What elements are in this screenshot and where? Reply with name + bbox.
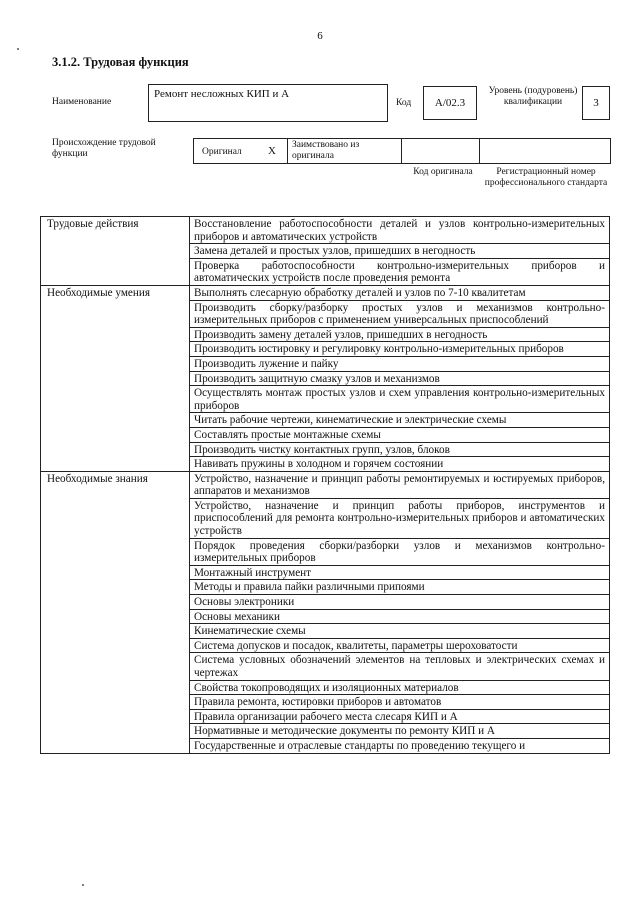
- code-value-box: [423, 86, 477, 120]
- category-cell: [41, 442, 190, 457]
- origin-row: [193, 138, 611, 164]
- table-row: [41, 342, 610, 357]
- labor-function-table: [40, 216, 610, 754]
- item-cell: Производить лужение и пайку: [190, 356, 610, 371]
- item-cell: Проверка работоспособности контрольно-измерительных приборов и автоматических устройств после проведения ремонта: [190, 258, 610, 285]
- table-row: [41, 565, 610, 580]
- section-title: 3.1.2. Трудовая функция: [52, 55, 189, 69]
- item-cell: Производить сборку/разборку простых узлов и механизмов контрольно-измерительных приборов с применением универсальных приспособлений: [190, 300, 610, 327]
- category-cell: [41, 595, 190, 610]
- item-cell: Выполнять слесарную обработку деталей и узлов по 7-10 квалитетам: [190, 285, 610, 300]
- category-cell: [41, 498, 190, 538]
- item-cell: Правила ремонта, юстировки приборов и автоматов: [190, 695, 610, 710]
- table-row: [41, 427, 610, 442]
- borrowed-label: Заимствовано из оригинала: [292, 140, 360, 161]
- origin-divider-3: [479, 139, 480, 163]
- item-cell: Монтажный инструмент: [190, 565, 610, 580]
- table-row: [41, 738, 610, 753]
- scan-speck: [17, 48, 19, 50]
- item-cell: Производить замену деталей узлов, пришедших в негодность: [190, 327, 610, 342]
- category-cell: [41, 371, 190, 386]
- category-cell: [41, 413, 190, 428]
- item-cell: Производить защитную смазку узлов и механизмов: [190, 371, 610, 386]
- table-row: [41, 258, 610, 285]
- table-row: [41, 356, 610, 371]
- table-body: [41, 217, 610, 754]
- table-row: [41, 709, 610, 724]
- item-cell: Кинематические схемы: [190, 624, 610, 639]
- table-row: [41, 638, 610, 653]
- table-row: [41, 680, 610, 695]
- category-cell: [41, 427, 190, 442]
- origin-divider-1: [287, 139, 288, 163]
- category-cell: [41, 624, 190, 639]
- category-cell: [41, 653, 190, 680]
- name-label: Наименование: [52, 97, 112, 107]
- table-row: [41, 695, 610, 710]
- item-cell: Система условных обозначений элементов на тепловых и электрических схемах и чертежах: [190, 653, 610, 680]
- item-cell: Система допусков и посадок, квалитеты, параметры шероховатости: [190, 638, 610, 653]
- item-cell: Нормативные и методические документы по ремонту КИП и А: [190, 724, 610, 739]
- category-cell: [41, 709, 190, 724]
- name-value-box: [148, 84, 388, 122]
- category-cell: [41, 738, 190, 753]
- table-row: [41, 217, 610, 244]
- category-cell: [41, 638, 190, 653]
- table-row: [41, 624, 610, 639]
- table-row: [41, 595, 610, 610]
- table-row: [41, 580, 610, 595]
- item-cell: Устройство, назначение и принцип работы ремонтируемых и юстируемых приборов, аппаратов и механизмов: [190, 471, 610, 498]
- category-cell: [41, 580, 190, 595]
- item-cell: Производить юстировку и регулировку контрольно-измерительных приборов: [190, 342, 610, 357]
- name-value: Ремонт несложных КИП и А: [154, 88, 290, 100]
- category-cell: [41, 609, 190, 624]
- item-cell: Замена деталей и простых узлов, пришедших в негодность: [190, 244, 610, 259]
- code-label: Код: [396, 98, 412, 108]
- category-cell: [41, 327, 190, 342]
- table-row: [41, 457, 610, 472]
- category-cell: [41, 244, 190, 259]
- category-cell: [41, 386, 190, 413]
- table-row: [41, 538, 610, 565]
- item-cell: Составлять простые монтажные схемы: [190, 427, 610, 442]
- item-cell: Методы и правила пайки различными припоями: [190, 580, 610, 595]
- scan-speck: [82, 884, 84, 886]
- item-cell: Устройство, назначение и принцип работы приборов, инструментов и приспособлений для ремонта контрольно-измерительных приборов и автоматических устройств: [190, 498, 610, 538]
- table-row: [41, 300, 610, 327]
- category-cell: [41, 565, 190, 580]
- table-row: [41, 442, 610, 457]
- category-cell: [41, 258, 190, 285]
- original-label: Оригинал: [202, 147, 242, 157]
- level-value: 3: [593, 97, 599, 109]
- item-cell: Читать рабочие чертежи, кинематические и электрические схемы: [190, 413, 610, 428]
- category-label-actions: Трудовые действия: [41, 217, 190, 244]
- item-cell: Правила организации рабочего места слесаря КИП и А: [190, 709, 610, 724]
- category-cell: [41, 695, 190, 710]
- table-row: [41, 498, 610, 538]
- table-row: [41, 327, 610, 342]
- category-cell: [41, 356, 190, 371]
- category-cell: [41, 342, 190, 357]
- item-cell: Осуществлять монтаж простых узлов и схем управления контрольно-измерительных приборов: [190, 386, 610, 413]
- level-value-box: [582, 86, 610, 120]
- category-cell: [41, 457, 190, 472]
- page-number: 6: [317, 30, 323, 42]
- reg-number-caption: Регистрационный номер профессионального стандарта: [484, 167, 608, 188]
- code-original-caption: Код оригинала: [413, 167, 473, 177]
- category-label-skills: Необходимые умения: [41, 285, 190, 300]
- table-row: [41, 653, 610, 680]
- item-cell: Основы механики: [190, 609, 610, 624]
- item-cell: Производить чистку контактных групп, узлов, блоков: [190, 442, 610, 457]
- table-row: [41, 413, 610, 428]
- item-cell: Государственные и отраслевые стандарты по проведению текущего и: [190, 738, 610, 753]
- table-row: [41, 285, 610, 300]
- category-label-knowledge: Необходимые знания: [41, 471, 190, 498]
- item-cell: Навивать пружины в холодном и горячем состоянии: [190, 457, 610, 472]
- item-cell: Свойства токопроводящих и изоляционных материалов: [190, 680, 610, 695]
- table-row: [41, 244, 610, 259]
- table-row: [41, 386, 610, 413]
- table-row: [41, 471, 610, 498]
- table-row: [41, 371, 610, 386]
- item-cell: Основы электроники: [190, 595, 610, 610]
- table-row: [41, 609, 610, 624]
- category-cell: [41, 680, 190, 695]
- level-label: Уровень (подуровень) квалификации: [488, 86, 578, 107]
- item-cell: Порядок проведения сборки/разборки узлов и механизмов контрольно-измерительных приборов: [190, 538, 610, 565]
- table-row: [41, 724, 610, 739]
- category-cell: [41, 300, 190, 327]
- item-cell: Восстановление работоспособности деталей и узлов контрольно-измерительных приборов и автоматических устройств: [190, 217, 610, 244]
- origin-divider-2: [401, 139, 402, 163]
- original-mark: X: [268, 145, 276, 157]
- category-cell: [41, 724, 190, 739]
- code-value: A/02.3: [434, 97, 466, 109]
- origin-label: Происхождение трудовой функции: [52, 138, 156, 159]
- category-cell: [41, 538, 190, 565]
